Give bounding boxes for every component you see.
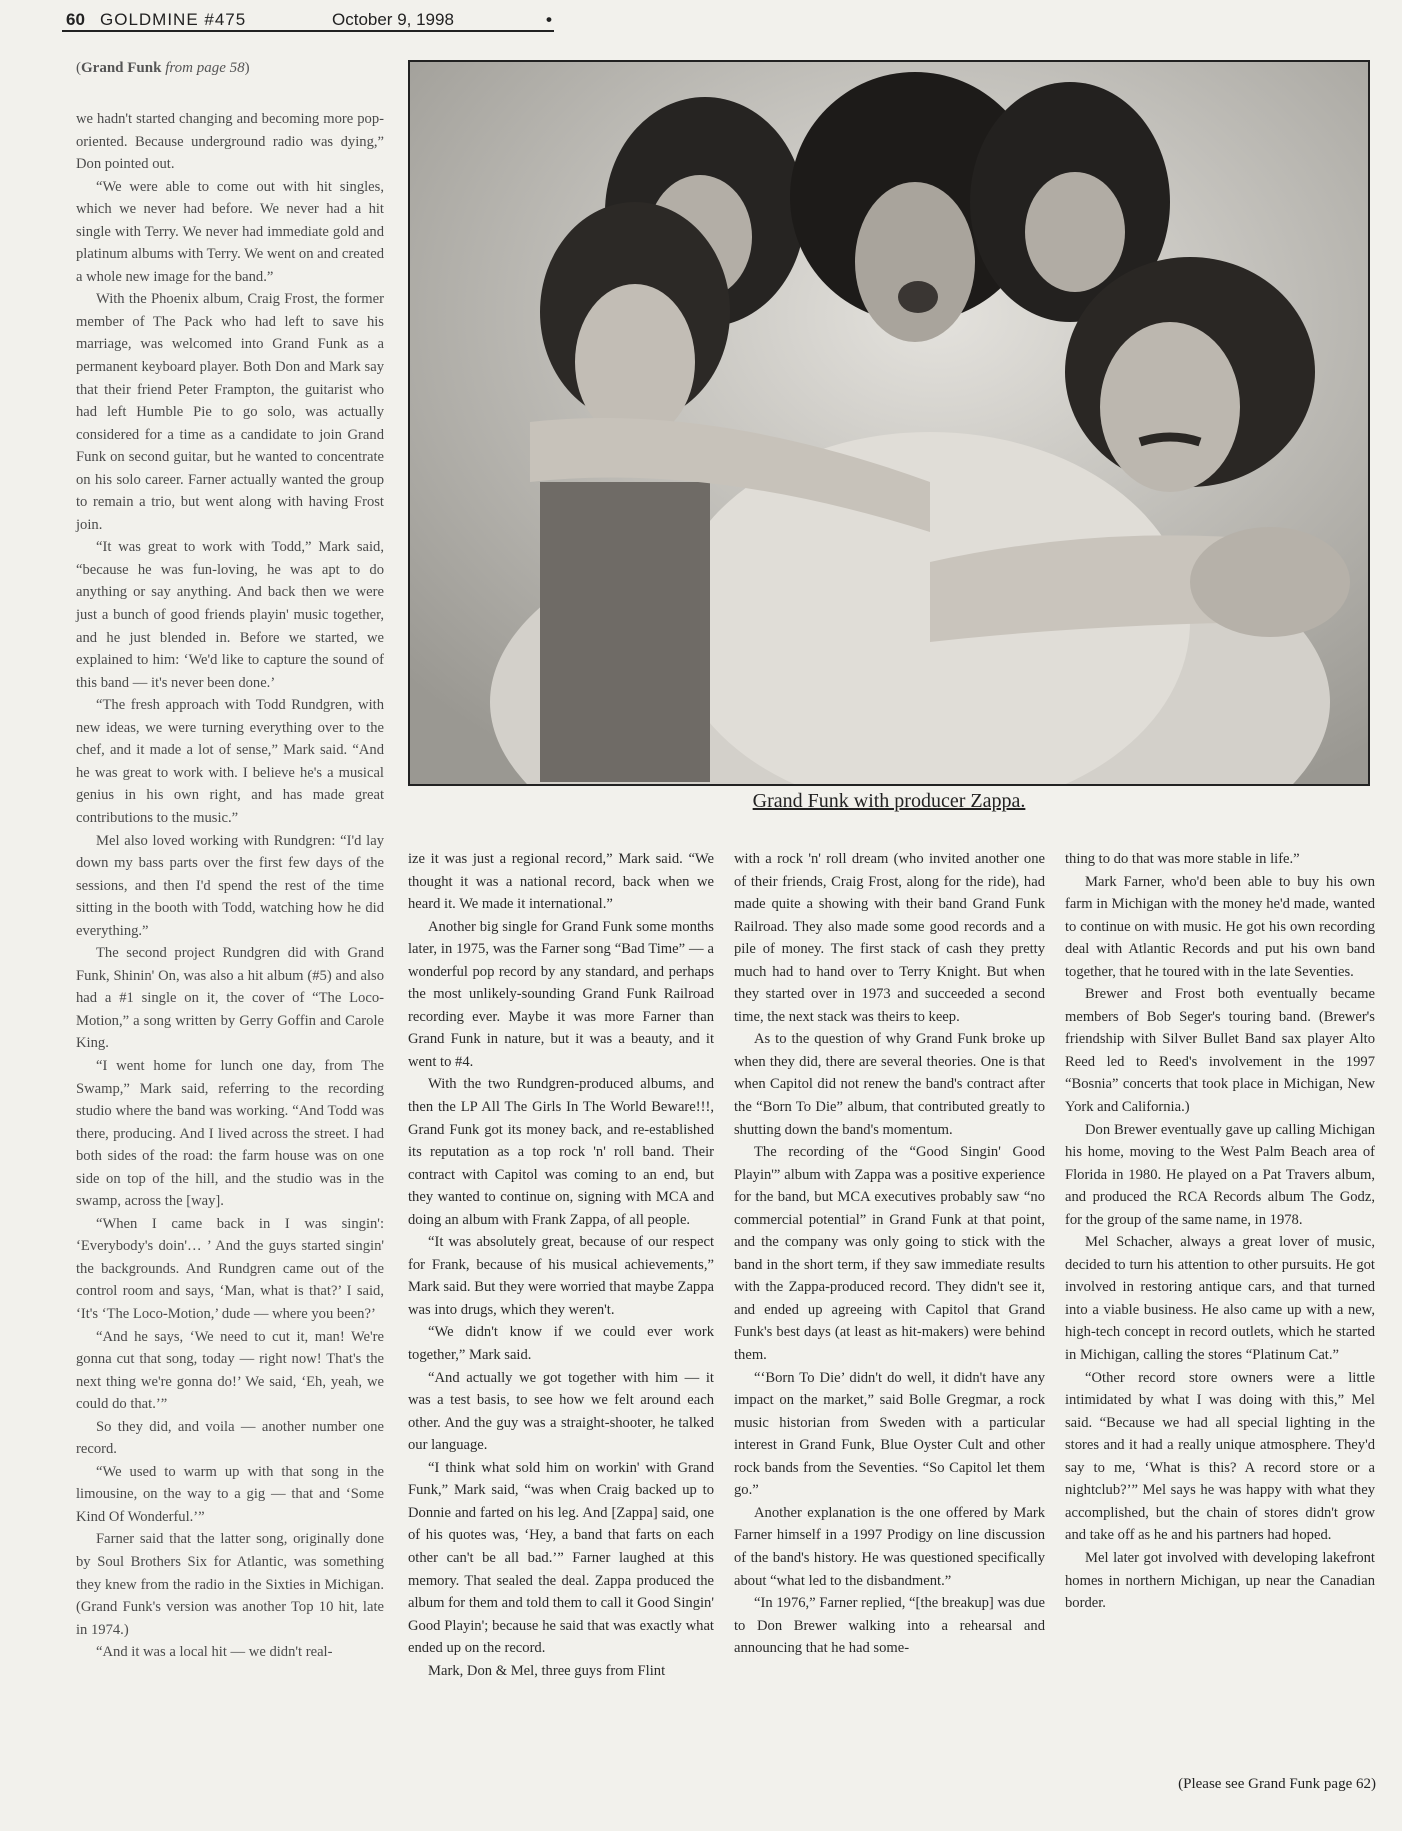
- page-number: 60: [66, 10, 85, 29]
- header-bullet: •: [546, 10, 552, 29]
- paragraph: “And actually we got together with him — it was a test basis, to see how we felt around each other. And the guy was a straight-shooter, he talked our language.: [408, 1369, 714, 1454]
- paragraph: “And he says, ‘We need to cut it, man! We're gonna cut that song, today — right now! That's the next thing we're gonna do!’ We said, ‘Eh, yeah, we could do that.’”: [76, 1328, 384, 1413]
- paragraph: With the two Rundgren-produced albums, and then the LP All The Girls In The World Beware!!!, Grand Funk got its money back, and re-established its reputation as a top rock 'n' roll band. Their contract with Capitol was coming to an end, but they wanted to continue on, signing with MCA and doing an album with Frank Zappa, of all people.: [408, 1076, 714, 1228]
- continued-on-label: (Please see Grand Funk page 62): [1178, 1776, 1376, 1792]
- paragraph: Brewer and Frost both eventually became members of Bob Seger's touring band. (Brewer's friendship with Silver Bullet Band sax player Alto Reed led to Reed's involvement in the 1997 “Bosnia” concerts that took place in Michigan, New York and California.): [1065, 986, 1375, 1116]
- paragraph: Mel also loved working with Rundgren: “I'd lay down my bass parts over the first few days of the sessions, and then I'd spend the rest of the time sitting in the booth with Todd, watching how he did everything.”: [76, 832, 384, 939]
- paragraph: “We used to warm up with that song in the limousine, on the way to a gig — that and ‘Some Kind Of Wonderful.’”: [76, 1463, 384, 1525]
- article-column-4: [1065, 848, 1375, 1615]
- paragraph: “Other record store owners were a little intimidated by what I was doing with this,” Mel said. “Because we had all special lighting in the stores and it had a really unique atmosphere. They'd say to me, ‘What is this? A record store or a nightclub?’” Mel says he was happy with what they accomplished, but the chain of stores didn't grow and take off as he and his partners had hoped.: [1065, 1369, 1375, 1544]
- article-column-1: [76, 108, 384, 1664]
- paragraph: So they did, and voila — another number one record.: [76, 1418, 384, 1458]
- paragraph: “We didn't know if we could ever work together,” Mark said.: [408, 1324, 714, 1364]
- page-header: [62, 8, 554, 32]
- band-photo: [408, 60, 1370, 786]
- paragraph: “When I came back in I was singin': ‘Everybody's doin'… ’ And the guys started singin' the backgrounds. And Rundgren came out of the control room and says, ‘Man, what is that?’ I said, ‘It's ‘The Loco-Motion,’ dude — where you been?’: [76, 1215, 384, 1322]
- paragraph: “In 1976,” Farner replied, “[the breakup] was due to Don Brewer walking into a rehearsal and announcing that he had some-: [734, 1595, 1045, 1657]
- paragraph: “We were able to come out with hit singles, which we never had before. We never had a hit single with Terry. We never had immediate gold and platinum albums with Terry. We went on and created a whole new image for the band.”: [76, 178, 384, 285]
- paragraph: we hadn't started changing and becoming more pop-oriented. Because underground radio was dying,” Don pointed out.: [76, 111, 384, 173]
- paragraph: Mark Farner, who'd been able to buy his own farm in Michigan with the money he'd made, wanted to continue on with music. He got his own recording deal with Atlantic Records and put his own band together, that he toured with in the late Seventies.: [1065, 873, 1375, 980]
- paragraph: Another big single for Grand Funk some months later, in 1975, was the Farner song “Bad Time” — a wonderful pop record by any standard, and perhaps the most unlikely-sounding Grand Funk Railroad recording ever. Maybe it was more Farner than Grand Funk in nature, but it was a beauty, and it went to #4.: [408, 918, 714, 1070]
- paragraph: Mel later got involved with developing lakefront homes in northern Michigan, up near the Canadian border.: [1065, 1549, 1375, 1612]
- paragraph: “And it was a local hit — we didn't real-: [96, 1644, 333, 1661]
- paragraph: “I went home for lunch one day, from The Swamp,” Mark said, referring to the recording studio where the band was working. “And Todd was there, producing. And I lived across the street. I had both sides of the road: the farm house was on one side on top of the hill, and the studio was in the swamp, across the [way].: [76, 1057, 384, 1210]
- paragraph: The second project Rundgren did with Grand Funk, Shinin' On, was also a hit album (#5) and also had a #1 single on it, the cover of “The Loco-Motion,” a song written by Gerry Goffin and Carole King.: [76, 945, 384, 1052]
- paragraph: As to the question of why Grand Funk broke up when they did, there are several theories. One is that when Capitol did not renew the band's contract after the “Born To Die” album, that contributed greatly to shutting down the band's momentum.: [734, 1031, 1045, 1138]
- from-page: from page 58: [165, 60, 245, 76]
- paragraph: With the Phoenix album, Craig Frost, the former member of The Pack who had left to save his marriage, was welcomed into Grand Funk as a permanent keyboard player. Both Don and Mark say that their friend Peter Frampton, the guitarist who had left Humble Pie to go solo, was actually considered for a time as a candidate to join Grand Funk on second guitar, but he wanted to concentrate on his solo career. Farner actually wanted the group to remain a trio, but went along with having Frost join.: [76, 291, 384, 533]
- article-column-2: [408, 848, 714, 1682]
- article-title: Grand Funk: [81, 60, 162, 76]
- paragraph: “It was absolutely great, because of our respect for Frank, because of his musical achievements,” Mark said. But they were worried that maybe Zappa was into drugs, which they weren't.: [408, 1234, 714, 1318]
- paragraph: Mel Schacher, always a great lover of music, decided to turn his attention to other pursuits. He got involved in restoring antique cars, and that turned into a viable business. He also came up with a new, high-tech concept in record outlets, which he started in Michigan, calling the stores “Platinum Cat.”: [1065, 1234, 1375, 1364]
- paragraph: “I think what sold him on workin' with Grand Funk,” Mark said, “was when Craig backed up to Donnie and farted on his leg. And [Zappa] said, one of his quotes was, ‘Hey, a band that farts on each other can't be all bad.’” Farner laughed at this memory. That sealed the deal. Zappa produced the album for them and told them to call it Good Singin' Good Playin'; because he said that was exactly what ended up on the record.: [408, 1459, 714, 1657]
- paragraph: Farner said that the latter song, originally done by Soul Brothers Six for Atlantic, was something they knew from the radio in the Sixties in Michigan. (Grand Funk's version was another Top 10 hit, late in 1974.): [76, 1531, 384, 1638]
- paragraph: “‘Born To Die’ didn't do well, it didn't have any impact on the market,” said Bolle Gregmar, a rock music historian from Sweden with a particular interest in Grand Funk, Blue Oyster Cult and other rock bands from the Seventies. “So Capitol let them go.”: [734, 1369, 1045, 1499]
- paragraph: thing to do that was more stable in life.”: [1065, 851, 1300, 867]
- paragraph: “It was great to work with Todd,” Mark said, “because he was fun-loving, he was apt to do anything or say anything. And back then we were just a bunch of good friends playin' music together, and he just blended in. Before we started, we explained to him: ‘We'd like to capture the sound of this band — it's never been done.’: [76, 539, 384, 691]
- article-column-3: [734, 848, 1045, 1660]
- paragraph: “The fresh approach with Todd Rundgren, with new ideas, we were turning everything over to the chef, and it made a lot of sense,” Mark said. “And he was great to work with. I believe he's a musical genius in his own right, and has made great contributions to the music.”: [76, 697, 384, 826]
- paragraph: Another explanation is the one offered by Mark Farner himself in a 1997 Prodigy on line discussion of the band's history. He was questioned specifically about “what led to the disbandment.”: [734, 1504, 1045, 1589]
- continued-from-label: (Grand Funk from page 58): [76, 60, 250, 76]
- magazine-name: GOLDMINE #475: [100, 10, 247, 29]
- paragraph: Mark, Don & Mel, three guys from Flint: [428, 1662, 666, 1679]
- paragraph: with a rock 'n' roll dream (who invited another one of their friends, Craig Frost, along for the ride), had made quite a showing with their band Grand Funk Railroad. They also made some good records and a pile of money. The first stack of cash they pretty much had to hand over to Terry Knight. But when they started over in 1973 and succeeded a second time, the next stack was theirs to keep.: [734, 851, 1045, 1025]
- paragraph: Don Brewer eventually gave up calling Michigan his home, moving to the West Palm Beach area of Florida in 1980. He played on a Pat Travers album, and produced the RCA Records album The Godz, for the group of the same name, in 1978.: [1065, 1121, 1375, 1228]
- photo-caption: Grand Funk with producer Zappa.: [752, 790, 1026, 812]
- issue-date: October 9, 1998: [332, 10, 454, 29]
- paragraph: ize it was just a regional record,” Mark said. “We thought it was a national record, back when we heard it. We made it international.”: [408, 851, 714, 913]
- paragraph: The recording of the “Good Singin' Good Playin'” album with Zappa was a positive experience for the band, but MCA executives probably saw “no commercial potential” in Grand Funk at that point, and the company was only going to stick with the band in the short term, if they saw immediate results with the Zappa-produced record. They didn't see it, and ended up agreeing with Capitol that Grand Funk's best days (at least as hit-makers) were behind them.: [734, 1144, 1045, 1364]
